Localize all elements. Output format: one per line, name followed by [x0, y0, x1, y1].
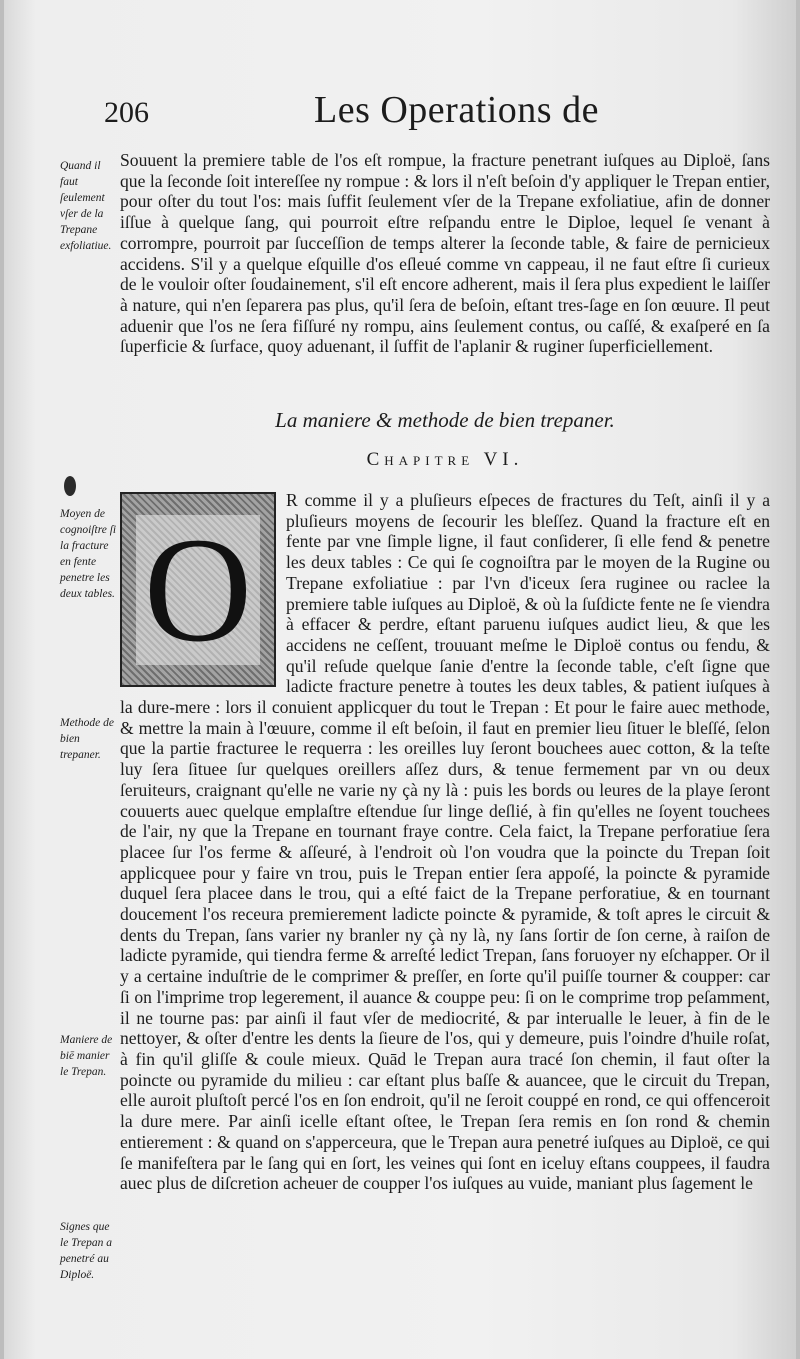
margin-note: Maniere de biē manier le Trepan. [60, 1034, 113, 1078]
ink-blot [64, 476, 76, 496]
paragraph: Souuent la premiere table de l'os eſt rompue, la fracture penetrant iuſques au Diploë, ſans que la ſeconde ſoit intereſſee ny rompue : & lors il n'eſt beſoin d'y appliquer le Trepan entier, pour oſter du tout l'os: mais ſuffit ſeulement vſer de la Trepane exfoliatiue, afin de donner iſſue à quelque ſang, qui pourroit eſtre reſpandu entre le Diploe, lequel ſe venant à corrompre, pourroit par ſucceſſion de temps alterer la ſeconde table, & faire de pernicieux accidens. S'il y a quelque eſquille d'os eſleué comme vn cappeau, il ne faut eſtre ſi curieux de le vouloir oſter ſoudainement, s'il eſt encore adherent, mais il ſera plus expedient le laiſſer à nature, qui n'en ſeparera pas plus, qu'il ſera de beſoin, eſtant tres-ſage en ſon œuure. Il peut aduenir que l'os ne ſera fiſſuré ny rompu, ains ſeulement contus, ou caſſé, & exaſperé en ſa ſuperficie & ſurface, quoy aduenant, il ſuffit de l'aplanir & ruginer ſuperficiellement. [120, 150, 770, 357]
section-title: La maniere & methode de bien trepaner. [275, 408, 615, 432]
book-page [4, 0, 796, 1359]
margin-note: Quand il faut ſeulement vſer de la Trepane exfoliatiue. [60, 160, 112, 252]
paragraph [120, 490, 770, 1194]
margin-note: Methode de bien trepaner. [60, 717, 114, 761]
dropcap-letter: O [136, 515, 260, 665]
page-header [104, 88, 704, 138]
margin-note: Signes que le Trepan a penetré au Diploë. [60, 1221, 112, 1281]
margin-note: Moyen de cognoiſtre ſi la fracture en fente penetre les deux tables. [60, 508, 117, 600]
chapter-heading: Chapitre VI. [366, 449, 524, 470]
paragraph-text: R comme il y a pluſieurs eſpeces de fractures du Teſt, ainſi il y a pluſieurs moyens de ſecourir les bleſſez. Quand la fracture eſt en fente par vne ſimple ligne, il faut conſiderer, ſi elle fend & penetre les deux tables : Ce qui ſe cognoiſtra par le moyen de la Rugine ou Trepane exfoliatiue : par l'vn d'iceux ſera ruginee ou raclee la premiere table iuſques au Diploë, & où la ſuſdicte fente ne ſe viendra à effacer & perdre, eſtant paruenu iuſques audict lieu, & que les accidens ne ceſſent, trouuant meſme le Diploë contus ou fendu, & qu'il reſude quelque ſanie d'entre la ſeconde table, c'eſt ſigne que ladicte fracture penetre à toutes les deux tables, & patient iuſques à la dure-mere : lors il conuient applicquer du tout le Trepan : Et pour le faire auec methode, & mettre la main à l'œuure, comme il eſt beſoin, il faut en premier lieu ſituer le bleſſé, ſelon que la partie fracturee le requerra : les oreilles luy ſeront bouchees auec cotton, & la teſte luy ſera ſituee ſur quelques oreillers aſſez durs, & tenue fermement par vn ou deux ſeruiteurs, craignant qu'elle ne varie ny çà ny là : puis les bords ou leures de la playe ſeront couuerts auec quelque emplaſtre eſtendue ſur linge deſlié, à fin qu'elles ne ſoyent touchees de l'air, ny que la Trepane en tournant fraye contre. Cela faict, la Trepane perforatiue ſera placee ſur l'os ferme & aſſeuré, à l'endroit où l'on voudra que la poincte du Trepan ſoit applicquee pour y faire vn trou, puis le Trepan entier ſera appoſé, la poincte & pyramide duquel ſera placee dans le trou, qui a eſté faict de la Trepane perforatiue, & en tournant doucement l'os receura premierement ladicte poincte & pyramide, & toſt apres le circuit & dents du Trepan, ſans varier ny branler ny çà ny là, ny ſans ſortir de ſon cerne, à raiſon de ladicte pyramide, qui tiendra ferme & arreſté ledict Trepan, ſans foruoyer ny eſchapper. Or il y a certaine induſtrie de le comprimer & preſſer, en ſorte qu'il puiſſe tourner & coupper: car ſi on l'imprime trop legerement, il auance & couppe peu: ſi on le comprime trop peſamment, il ne tourne pas: par ainſi il faut vſer de mediocrité, & par interualle le leuer, à fin de le nettoyer, & oſter d'entre les dents la ſieure de l'os, qui y demeure, puis l'oindre d'huile roſat, à fin qu'il gliſſe & coule mieux. Quād le Trepan aura tracé ſon chemin, il faut oſter la poincte ou pyramide du milieu : car eſtant plus baſſe & auancee, que le circuit du Trepan, elle auroit pluſtoſt percé l'os en ſon endroit, qu'il ne ſeroit couppé en rond, ce qui offenceroit la dure mere. Par ainſi icelle eſtant oſtee, le Trepan ſera remis en ſon rond & chemin entierement : & quand on s'apperceura, que le Trepan aura penetré iuſques au Diploë, ce qui ſe manifeſtera par le ſang qui en ſort, les veines qui ſont en iceluy eſtans couppees, il faudra auec plus de diſcretion acheuer de coupper l'os iuſques au vuide, maniant plus ſagement le [120, 490, 770, 1194]
decorated-initial [120, 492, 276, 687]
running-title: Les Operations de [314, 89, 599, 131]
page-number: 206 [104, 96, 149, 129]
